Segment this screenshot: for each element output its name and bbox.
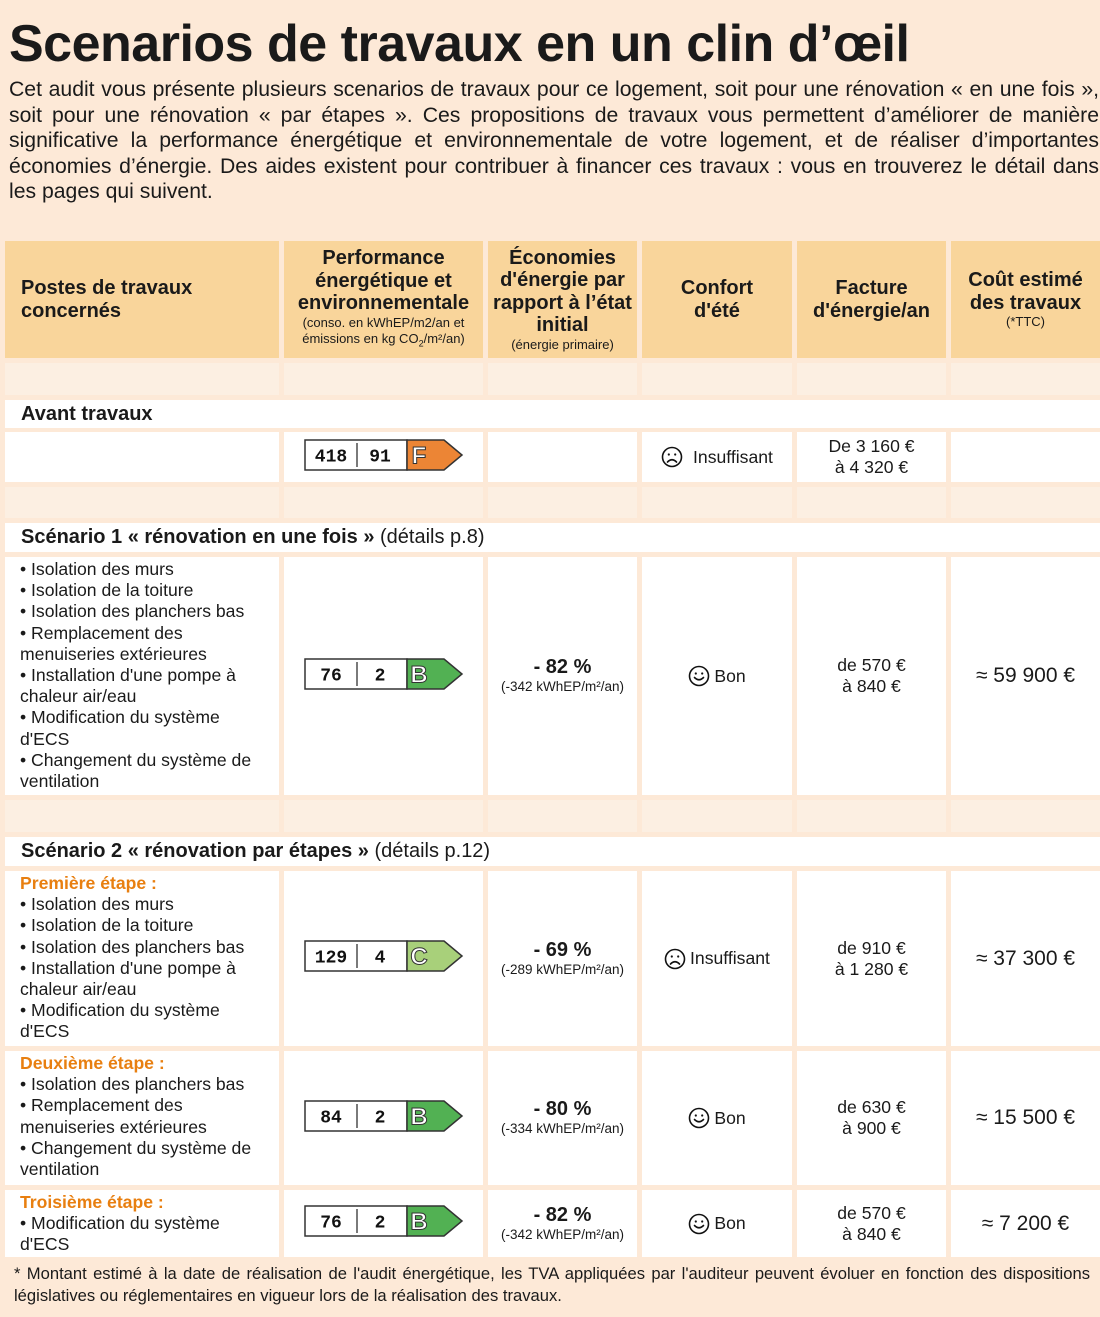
list-item: • Changement du système de: [20, 749, 252, 770]
scenario1-postes-cell: [5, 557, 279, 795]
economie-kwh: (-334 kWhEP/m²/an): [500, 1121, 625, 1136]
dpe-label-graphic: [304, 1099, 464, 1133]
header-economies-text: Économies d'énergie par rapport à l’état initial: [493, 246, 632, 336]
spacer-cell: [797, 487, 946, 518]
spacer-cell: [284, 800, 483, 832]
confort-indicator: [688, 1107, 745, 1129]
dpe-conso-value: 76: [319, 1213, 342, 1234]
economie-kwh: (-342 kWhEP/m²/an): [500, 679, 625, 694]
dpe-label-graphic: [304, 939, 464, 973]
header-economies: [488, 241, 637, 358]
list-item: d'ECS: [20, 1234, 70, 1255]
facture-max: à 4 320 €: [834, 457, 909, 477]
scenario1-dpe-cell: [284, 557, 483, 795]
dpe-label-graphic: [304, 438, 464, 472]
header-cout: [951, 241, 1100, 358]
step-dpe-cell: [284, 1051, 483, 1185]
header-cout-sub: (*TTC): [1006, 314, 1045, 329]
spacer-cell: [284, 487, 483, 518]
list-item: • Remplacement des: [20, 622, 183, 643]
list-item: • Remplacement des: [20, 1095, 183, 1116]
dpe-label: [304, 939, 464, 978]
header-facture: [797, 241, 946, 358]
scenario2-heading-bold: Scénario 2 « rénovation par étapes »: [21, 840, 369, 862]
smiley-face-icon: [688, 665, 710, 687]
facture-max: à 840 €: [842, 676, 901, 696]
co2-unit: /m²/an): [423, 330, 465, 346]
facture-min: De 3 160 €: [828, 436, 915, 456]
confort-text: Insuffisant: [693, 446, 773, 467]
spacer-cell: [951, 363, 1100, 395]
scenario2-heading: [5, 837, 1100, 866]
economie-percent: - 82 %: [533, 1203, 592, 1226]
dpe-conso-value: 129: [314, 948, 347, 969]
confort-indicator: [661, 446, 773, 468]
dpe-label: [304, 438, 464, 477]
dpe-label: [304, 1204, 464, 1243]
spacer-cell: [951, 800, 1100, 832]
list-item: d'ECS: [20, 728, 70, 749]
dpe-ges-value: 2: [374, 1213, 385, 1234]
facture-min: de 630 €: [837, 1097, 906, 1117]
step-cout-cell: [951, 1190, 1100, 1257]
confort-text: Insuffisant: [690, 948, 770, 968]
step-facture-cell: [797, 1051, 946, 1185]
economie-kwh: (-289 kWhEP/m²/an): [500, 961, 625, 977]
step-confort-cell: [642, 1051, 792, 1185]
scenario1-facture-cell: [797, 557, 946, 795]
dpe-label-graphic: [304, 1204, 464, 1238]
spacer-cell: [5, 800, 279, 832]
step-eco-cell: [488, 1051, 637, 1185]
step-title: Deuxième étape :: [20, 1053, 165, 1073]
dpe-conso-value: 84: [319, 1108, 342, 1128]
dpe-class-letter: F: [411, 442, 426, 469]
economie-percent: - 82 %: [533, 656, 592, 678]
header-confort: [642, 241, 792, 358]
facture-max: à 840 €: [842, 1223, 901, 1244]
facture-min: de 570 €: [837, 655, 906, 675]
step-title: Troisième étape :: [20, 1192, 164, 1212]
scenario1-heading-detail: (détails p.8): [374, 526, 485, 548]
list-item: • Isolation des planchers bas: [20, 936, 245, 957]
smiley-face-icon: [688, 1213, 710, 1235]
header-confort-text: Confort d'été: [680, 277, 754, 322]
header-performance-sub2: [302, 331, 465, 352]
spacer-cell: [797, 800, 946, 832]
list-item: • Modification du système: [20, 1213, 220, 1234]
list-item: d'ECS: [20, 1021, 70, 1042]
scenario1-heading-bold: Scénario 1 « rénovation en une fois »: [21, 526, 375, 548]
dpe-ges-value: 2: [374, 666, 385, 686]
economie-percent: - 69 %: [533, 938, 592, 961]
step-cout-cell: [951, 871, 1100, 1046]
dpe-conso-value: 76: [319, 666, 342, 686]
header-performance: [284, 241, 483, 358]
step-postes-cell: [5, 1190, 279, 1257]
spacer-cell: [5, 487, 279, 518]
list-item: • Isolation des planchers bas: [20, 1074, 245, 1095]
spacer-cell: [642, 487, 792, 518]
cout-value: ≈ 7 200 €: [981, 1211, 1070, 1235]
confort-indicator: [688, 1213, 745, 1235]
step-cout-cell: [951, 1051, 1100, 1185]
list-item: menuiseries extérieures: [20, 1116, 207, 1137]
spacer-cell: [488, 487, 637, 518]
dpe-label: [304, 657, 464, 696]
sad-face-graphic: [664, 948, 686, 970]
avant-travaux-heading: [5, 400, 1100, 428]
list-item: • Modification du système: [20, 707, 220, 728]
sad-face-icon: [661, 446, 683, 468]
step-dpe-cell: [284, 1190, 483, 1257]
list-item: • Isolation de la toiture: [20, 580, 194, 601]
list-item: • Isolation des planchers bas: [20, 601, 245, 622]
cout-value: ≈ 15 500 €: [975, 1106, 1076, 1129]
cout-value: ≈ 59 900 €: [975, 664, 1076, 687]
list-item: ventilation: [20, 1159, 100, 1180]
spacer-cell: [284, 363, 483, 395]
step-confort-cell: [642, 871, 792, 1046]
scenario2-heading-detail: (détails p.12): [368, 840, 491, 862]
avant-confort-cell: [642, 432, 792, 482]
scenario1-heading: [5, 523, 1100, 552]
smiley-face-icon: [688, 1107, 710, 1129]
sad-face-icon: [664, 948, 686, 970]
list-item: • Isolation de la toiture: [20, 915, 194, 936]
avant-facture-cell: [797, 432, 946, 482]
list-item: • Installation d'une pompe à: [20, 957, 236, 978]
list-item: • Modification du système: [20, 1000, 220, 1021]
smiley-face-graphic: [688, 1107, 710, 1129]
confort-text: Bon: [714, 1213, 746, 1233]
facture-max: à 900 €: [842, 1118, 901, 1138]
list-item: ventilation: [20, 771, 100, 792]
list-item: • Changement du système de: [20, 1137, 252, 1158]
intro-paragraph: Cet audit vous présente plusieurs scenarios de travaux pour ce logement, soit pour une rénovation « en une fois », soit pour une rénovation « par étapes ». Ces propositions de travaux vous permettent d’améliorer de manière significative la performance énergétique et environnementale de votre logement, et de réaliser d’importantes économies d’énergie. Des aides existent pour contribuer à financer ces travaux : vous en trouverez le détail dans les pages qui suivent.: [9, 78, 1099, 203]
header-facture-text: Facture d'énergie/an: [812, 277, 930, 322]
avant-eco-cell: [488, 432, 637, 482]
header-cout-text: Coût estimé des travaux: [968, 269, 1083, 314]
facture-max: à 1 280 €: [834, 958, 909, 979]
dpe-class-letter: C: [409, 943, 428, 971]
avant-postes-cell: [5, 432, 279, 482]
spacer-cell: [5, 363, 279, 395]
spacer-cell: [488, 363, 637, 395]
facture-min: de 570 €: [837, 1202, 906, 1223]
cout-value: ≈ 37 300 €: [975, 946, 1076, 970]
header-postes-text: Postes de travaux concernés: [21, 277, 193, 322]
avant-travaux-heading-text: Avant travaux: [21, 402, 153, 425]
step-dpe-cell: [284, 871, 483, 1046]
step-postes-cell: [5, 1051, 279, 1185]
avant-cout-cell: [951, 432, 1100, 482]
dpe-ges-value: 4: [374, 948, 385, 969]
footnote: * Montant estimé à la date de réalisation de l'audit énergétique, les TVA appliquées par l'auditeur peuvent évoluer en fonction des dispositions législatives ou réglementaires en vigueur lors de la réalisation des travaux.: [14, 1264, 1090, 1305]
spacer-cell: [951, 487, 1100, 518]
header-performance-text: Performance énergétique et environnementale: [297, 247, 470, 315]
list-item: chaleur air/eau: [20, 686, 137, 707]
list-item: chaleur air/eau: [20, 979, 137, 1000]
step-facture-cell: [797, 1190, 946, 1257]
confort-indicator: [688, 665, 745, 687]
step-eco-cell: [488, 871, 637, 1046]
list-item: • Installation d'une pompe à: [20, 665, 236, 686]
co2-subscript: 2: [418, 338, 424, 349]
economie-percent: - 80 %: [533, 1098, 592, 1120]
list-item: • Isolation des murs: [20, 894, 174, 915]
spacer-cell: [642, 800, 792, 832]
confort-indicator: [664, 948, 770, 970]
scenario1-eco-cell: [488, 557, 637, 795]
smiley-face-graphic: [688, 1213, 710, 1235]
facture-min: de 910 €: [837, 937, 906, 958]
co2-text: émissions en kg CO: [302, 330, 419, 346]
dpe-label: [304, 1099, 464, 1138]
step-facture-cell: [797, 871, 946, 1046]
scenario1-cout-cell: [951, 557, 1100, 795]
dpe-ges-value: 91: [368, 447, 391, 467]
spacer-cell: [488, 800, 637, 832]
scenario1-confort-cell: [642, 557, 792, 795]
spacer-cell: [642, 363, 792, 395]
confort-text: Bon: [714, 665, 746, 686]
list-item: • Isolation des murs: [20, 559, 174, 579]
header-performance-sub1: (conso. en kWhEP/m2/an et: [302, 314, 465, 330]
list-item: menuiseries extérieures: [20, 643, 207, 664]
dpe-class-letter: B: [409, 661, 428, 688]
spacer-cell: [797, 363, 946, 395]
smiley-face-graphic: [688, 665, 710, 687]
economie-kwh: (-342 kWhEP/m²/an): [500, 1226, 625, 1242]
step-confort-cell: [642, 1190, 792, 1257]
header-postes: [5, 241, 279, 358]
dpe-class-letter: B: [409, 1103, 428, 1130]
step-title: Première étape :: [20, 873, 157, 893]
dpe-class-letter: B: [409, 1208, 428, 1236]
dpe-label-graphic: [304, 657, 464, 691]
confort-text: Bon: [714, 1107, 746, 1128]
step-eco-cell: [488, 1190, 637, 1257]
header-economies-sub: (énergie primaire): [511, 336, 614, 352]
avant-dpe-cell: [284, 432, 483, 482]
dpe-ges-value: 2: [374, 1108, 385, 1128]
sad-face-graphic: [661, 446, 683, 468]
step-postes-cell: [5, 871, 279, 1046]
page-title: Scenarios de travaux en un clin d’œil: [9, 15, 910, 73]
dpe-conso-value: 418: [314, 447, 347, 467]
